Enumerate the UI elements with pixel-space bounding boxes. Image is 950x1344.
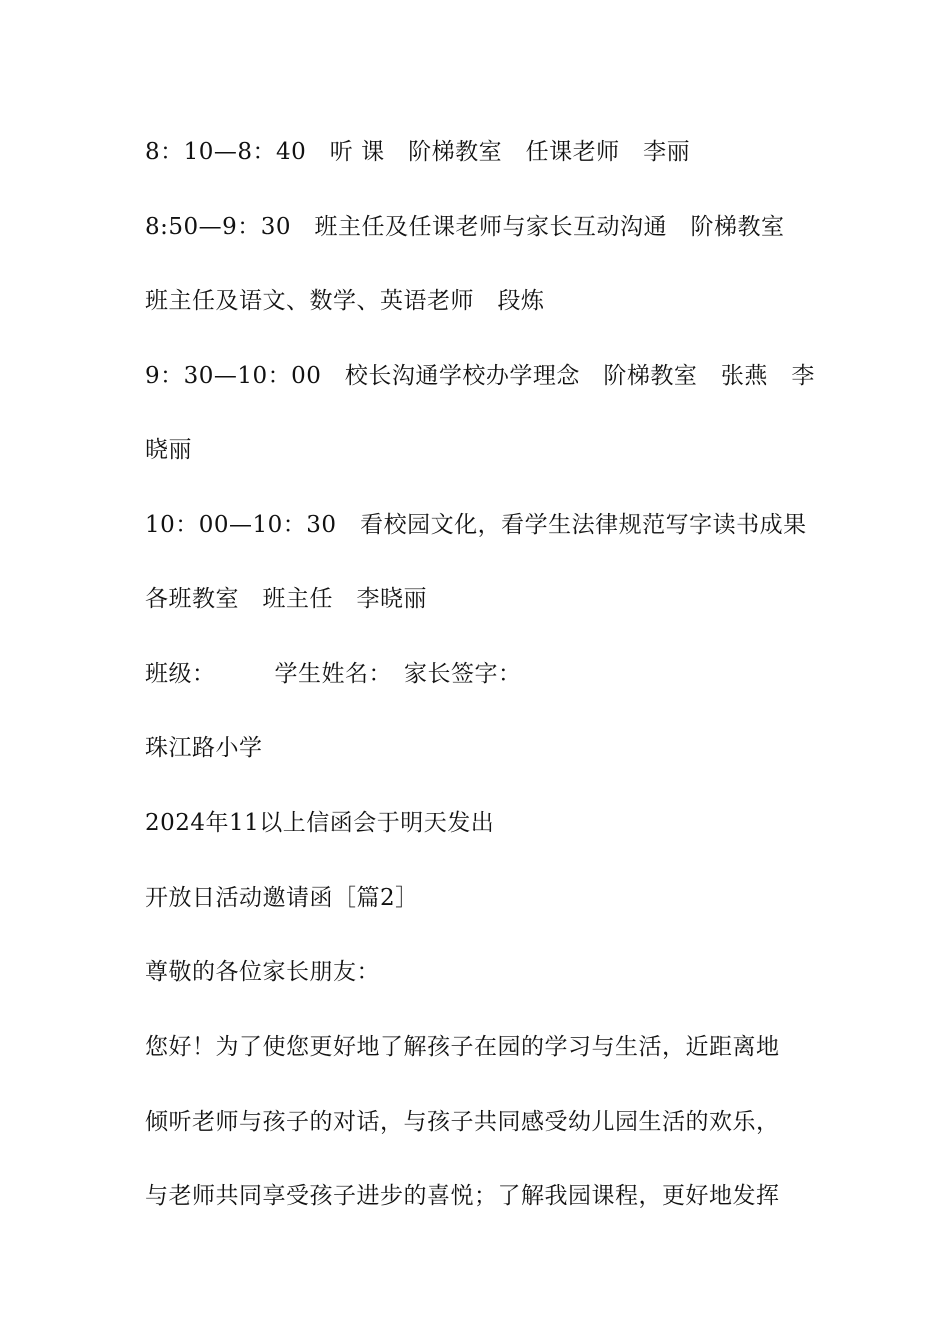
schedule-line-parent-communication: 8:50—9：30 班主任及任课老师与家长互动沟通 阶梯教室: [145, 214, 785, 240]
date-line: 2024年11以上信函会于明天发出: [145, 810, 495, 836]
section-heading: 开放日活动邀请函［篇2］: [145, 885, 419, 911]
school-name: 珠江路小学: [145, 735, 263, 761]
schedule-line-principal-talk-cont: 晓丽: [145, 437, 192, 463]
signature-fields-line: 班级： 学生姓名： 家长签字：: [145, 661, 522, 687]
body-paragraph-line-1: 您好！为了使您更好地了解孩子在园的学习与生活，近距离地: [145, 1034, 780, 1060]
schedule-line-classrooms: 各班教室 班主任 李晓丽: [145, 586, 427, 612]
schedule-line-campus-culture: 10：00—10：30 看校园文化，看学生法律规范写字读书成果: [145, 512, 807, 538]
schedule-line-principal-talk: 9：30—10：00 校长沟通学校办学理念 阶梯教室 张燕 李: [145, 363, 815, 389]
schedule-line-teachers: 班主任及语文、数学、英语老师 段炼: [145, 288, 545, 314]
body-paragraph-line-2: 倾听老师与孩子的对话，与孩子共同感受幼儿园生活的欢乐，: [145, 1109, 780, 1135]
salutation: 尊敬的各位家长朋友：: [145, 959, 380, 985]
body-paragraph-line-3: 与老师共同享受孩子进步的喜悦；了解我园课程，更好地发挥: [145, 1183, 780, 1209]
schedule-line-listen-class: 8：10—8：40 听 课 阶梯教室 任课老师 李丽: [145, 139, 691, 165]
